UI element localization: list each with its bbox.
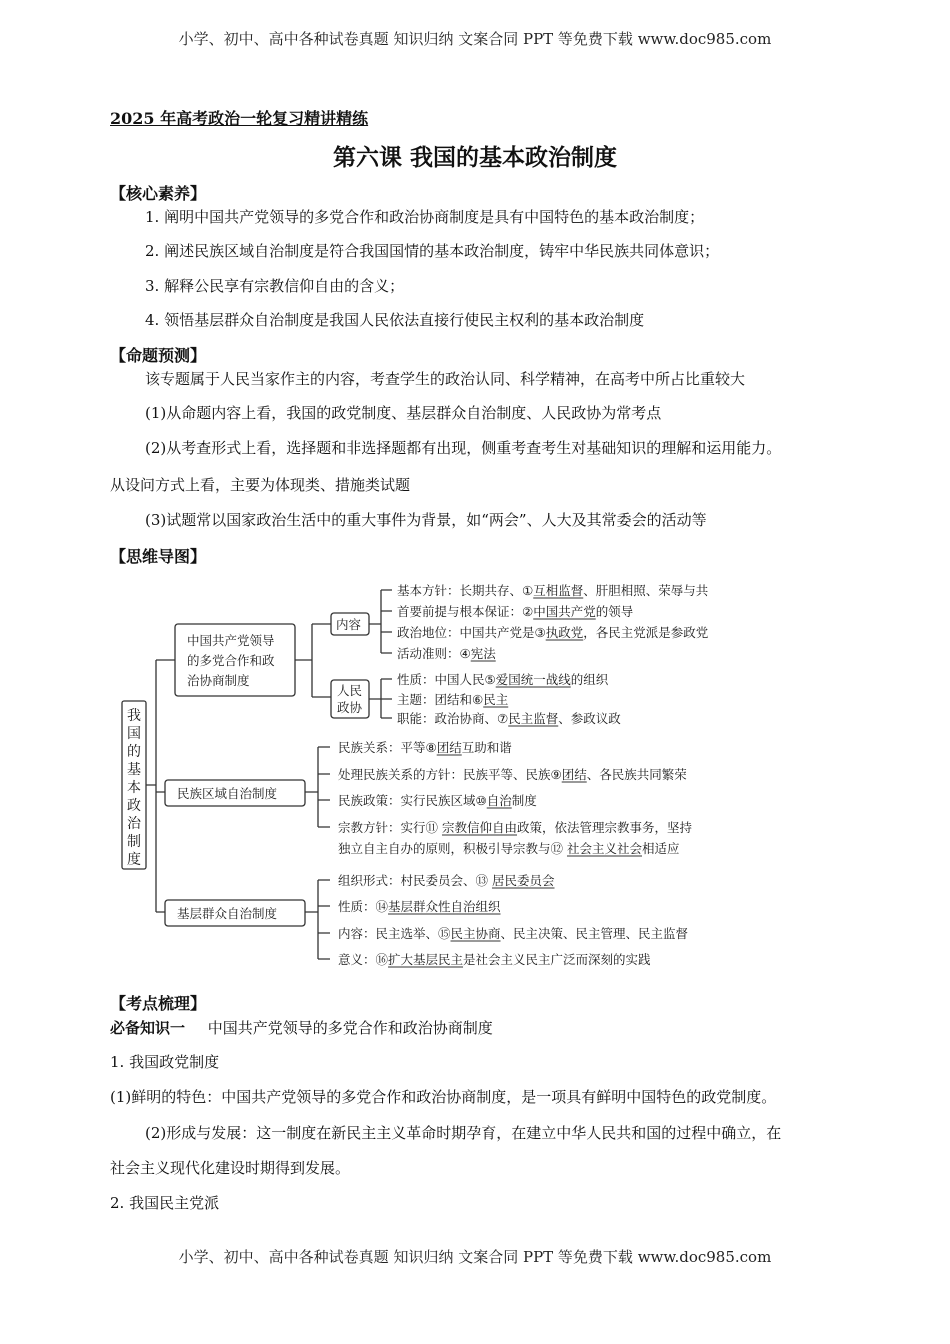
cppcc-item: 主题：团结和⑥民主	[397, 692, 509, 707]
content-item: 基本方针：长期共存、①互相监督、肝胆相照、荣辱与共	[397, 583, 709, 598]
forecast-line: (1)从命题内容上看，我国的政党制度、基层群众自治制度、人民政协为常考点	[145, 404, 662, 422]
ethnic-item: 民族政策：实行民族区域⑩自治制度	[338, 793, 537, 808]
core-heading: 【核心素养】	[110, 184, 207, 203]
answer-keyword: 基层群众性自治组织	[388, 899, 501, 914]
forecast-heading: 【命题预测】	[110, 346, 207, 365]
branch2-label: 民族区域自治制度	[177, 786, 278, 801]
root-char: 本	[127, 780, 141, 796]
item1-title: 1. 我国政党制度	[110, 1053, 220, 1071]
answer-keyword: 扩大基层民主	[388, 952, 464, 967]
branch1-label: 的多党合作和政	[187, 653, 275, 668]
doc-subtitle: 2025 年高考政治一轮复习精讲精练	[110, 109, 369, 128]
content-item: 首要前提与根本保证：②中国共产党的领导	[397, 604, 634, 619]
mindmap-heading: 【思维导图】	[110, 547, 207, 566]
ethnic-item: 独立自主自办的原则，积极引导宗教与⑫ 社会主义社会相适应	[338, 841, 680, 856]
root-char: 制	[127, 834, 141, 850]
answer-keyword: 社会主义社会	[566, 841, 642, 856]
answer-keyword: 爱国统一战线	[495, 672, 571, 687]
content-item: 活动准则：④宪法	[397, 646, 496, 661]
answer-keyword: 自治	[486, 793, 512, 808]
answer-keyword: 宗教信仰自由	[441, 820, 517, 835]
core-item: 3. 解释公民享有宗教信仰自由的含义；	[145, 277, 405, 295]
knowledge-label: 必备知识一	[110, 1019, 186, 1037]
ethnic-item: 处理民族关系的方针：民族平等、民族⑨团结、各民族共同繁荣	[338, 767, 687, 782]
knowledge-title: 中国共产党领导的多党合作和政治协商制度	[207, 1019, 493, 1037]
branch3-label: 基层群众自治制度	[177, 906, 278, 921]
answer-keyword: 民主监督	[508, 711, 559, 726]
root-char: 国	[127, 726, 141, 742]
root-char: 治	[127, 816, 141, 832]
grassroots-item: 意义：⑯扩大基层民主是社会主义民主广泛而深刻的实践	[338, 952, 651, 967]
doc-title: 第六课 我国的基本政治制度	[332, 145, 617, 171]
ethnic-item: 宗教方针：实行⑪ 宗教信仰自由政策，依法管理宗教事务，坚持	[338, 820, 693, 835]
ethnic-item: 民族关系：平等⑧团结互助和谐	[338, 740, 512, 755]
branch1-label: 治协商制度	[187, 673, 250, 688]
item2-title: 2. 我国民主党派	[110, 1194, 220, 1212]
content-label: 内容	[336, 617, 362, 632]
grassroots-item: 内容：民主选举、⑮民主协商、民主决策、民主管理、民主监督	[338, 926, 689, 941]
forecast-line: 从设问方式上看，主要为体现类、措施类试题	[110, 476, 411, 494]
cppcc-label: 人民	[337, 683, 363, 698]
root-char: 政	[127, 798, 141, 814]
grassroots-item: 性质：⑭基层群众性自治组织	[338, 899, 501, 914]
root-char: 的	[127, 744, 141, 760]
root-char: 我	[127, 708, 141, 724]
answer-keyword: 互相监督	[533, 583, 584, 598]
core-item: 2. 阐述民族区域自治制度是符合我国国情的基本政治制度，铸牢中华民族共同体意识；	[145, 242, 720, 260]
paragraph: (1)鲜明的特色：中国共产党领导的多党合作和政治协商制度，是一项具有鲜明中国特色的政党制度。	[110, 1088, 777, 1106]
page-footer: 小学、初中、高中各种试卷真题 知识归纳 文案合同 PPT 等免费下载 www.doc985.com	[178, 1248, 772, 1266]
cppcc-item: 职能：政治协商、⑦民主监督、参政议政	[397, 711, 621, 726]
cppcc-item: 性质：中国人民⑤爱国统一战线的组织	[397, 672, 609, 687]
answer-keyword: 宪法	[470, 646, 496, 661]
core-item: 4. 领悟基层群众自治制度是我国人民依法直接行使民主权利的基本政治制度	[145, 311, 645, 329]
cppcc-label: 政协	[337, 700, 363, 715]
paragraph: 社会主义现代化建设时期得到发展。	[110, 1159, 351, 1177]
forecast-line: 该专题属于人民当家作主的内容，考查学生的政治认同、科学精神，在高考中所占比重较大	[145, 370, 746, 388]
forecast-line: (3)试题常以国家政治生活中的重大事件为背景，如“两会”、人大及其常委会的活动等	[145, 511, 707, 529]
branch1-label: 中国共产党领导	[187, 633, 275, 648]
answer-keyword: 民主	[483, 692, 509, 707]
page-header: 小学、初中、高中各种试卷真题 知识归纳 文案合同 PPT 等免费下载 www.doc985.com	[178, 30, 772, 48]
core-item: 1. 阐明中国共产党领导的多党合作和政治协商制度是具有中国特色的基本政治制度；	[145, 208, 705, 226]
answer-keyword: 团结	[436, 740, 462, 755]
answer-keyword: 中国共产党	[533, 604, 596, 619]
answer-keyword: 民主协商	[450, 926, 501, 941]
answer-keyword: 团结	[561, 767, 587, 782]
paragraph: (2)形成与发展：这一制度在新民主主义革命时期孕育，在建立中华人民共和国的过程中确立，在	[145, 1124, 782, 1142]
forecast-line: (2)从考查形式上看，选择题和非选择题都有出现，侧重考查考生对基础知识的理解和运用能力。	[145, 439, 782, 457]
root-char: 度	[127, 852, 141, 868]
content-item: 政治地位：中国共产党是③执政党，各民主党派是参政党	[397, 625, 709, 640]
answer-keyword: 执政党	[545, 625, 584, 640]
answer-keyword: 居民委员会	[491, 873, 555, 888]
points-heading: 【考点梳理】	[110, 994, 207, 1013]
root-char: 基	[127, 762, 141, 778]
grassroots-item: 组织形式：村民委员会、⑬ 居民委员会	[338, 873, 555, 888]
